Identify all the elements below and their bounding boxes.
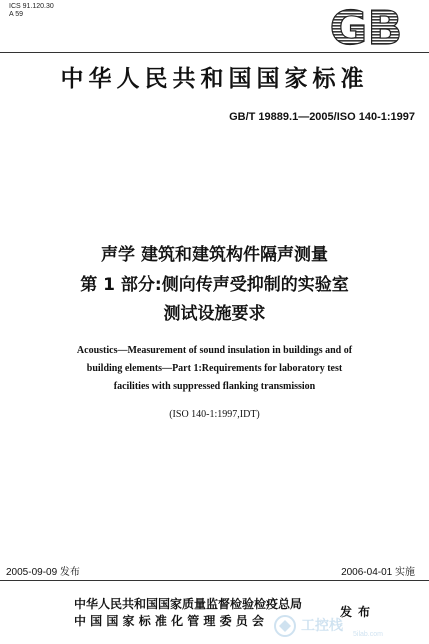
ics-code: ICS 91.120.30 — [9, 3, 54, 10]
gb-logo-text: GB — [329, 4, 403, 50]
classification-code: A 59 — [9, 11, 24, 18]
watermark-sub: 5ilab.com — [353, 631, 383, 638]
issuer-line2: 中 国 国 家 标 准 化 管 理 委 员 会 — [74, 614, 264, 628]
iso-equivalence: (ISO 140-1:1997,IDT) — [169, 409, 260, 420]
zh-title-line3: 测试设施要求 — [163, 304, 266, 324]
implement-date: 2006-04-01 实施 — [341, 567, 415, 578]
site-watermark — [273, 613, 423, 639]
en-title-line1: Acoustics—Measurement of sound insulation in buildings and of — [76, 345, 353, 356]
national-standard-title: 中华人民共和国国家标准 — [60, 66, 369, 92]
zh-title-line1: 声学 建筑和建筑构件隔声测量 — [101, 245, 328, 265]
en-title-line2: building elements—Part 1:Requirements for laboratory test — [86, 363, 343, 374]
standard-number: GB/T 19889.1—2005/ISO 140-1:1997 — [229, 111, 415, 123]
en-title-line3: facilities with suppressed flanking transmission — [113, 381, 316, 392]
bottom-divider — [0, 580, 429, 581]
watermark-text: 工控栈 — [301, 618, 343, 634]
publish-date: 2005-09-09 发布 — [6, 567, 80, 578]
gb-logo — [315, 4, 417, 50]
issue-label: 发布 — [340, 605, 377, 619]
top-divider — [0, 52, 429, 53]
zh-title-line2: 第 1 部分:侧向传声受抑制的实验室 — [80, 275, 349, 295]
issuer-line1: 中华人民共和国国家质量监督检验检疫总局 — [74, 597, 303, 611]
